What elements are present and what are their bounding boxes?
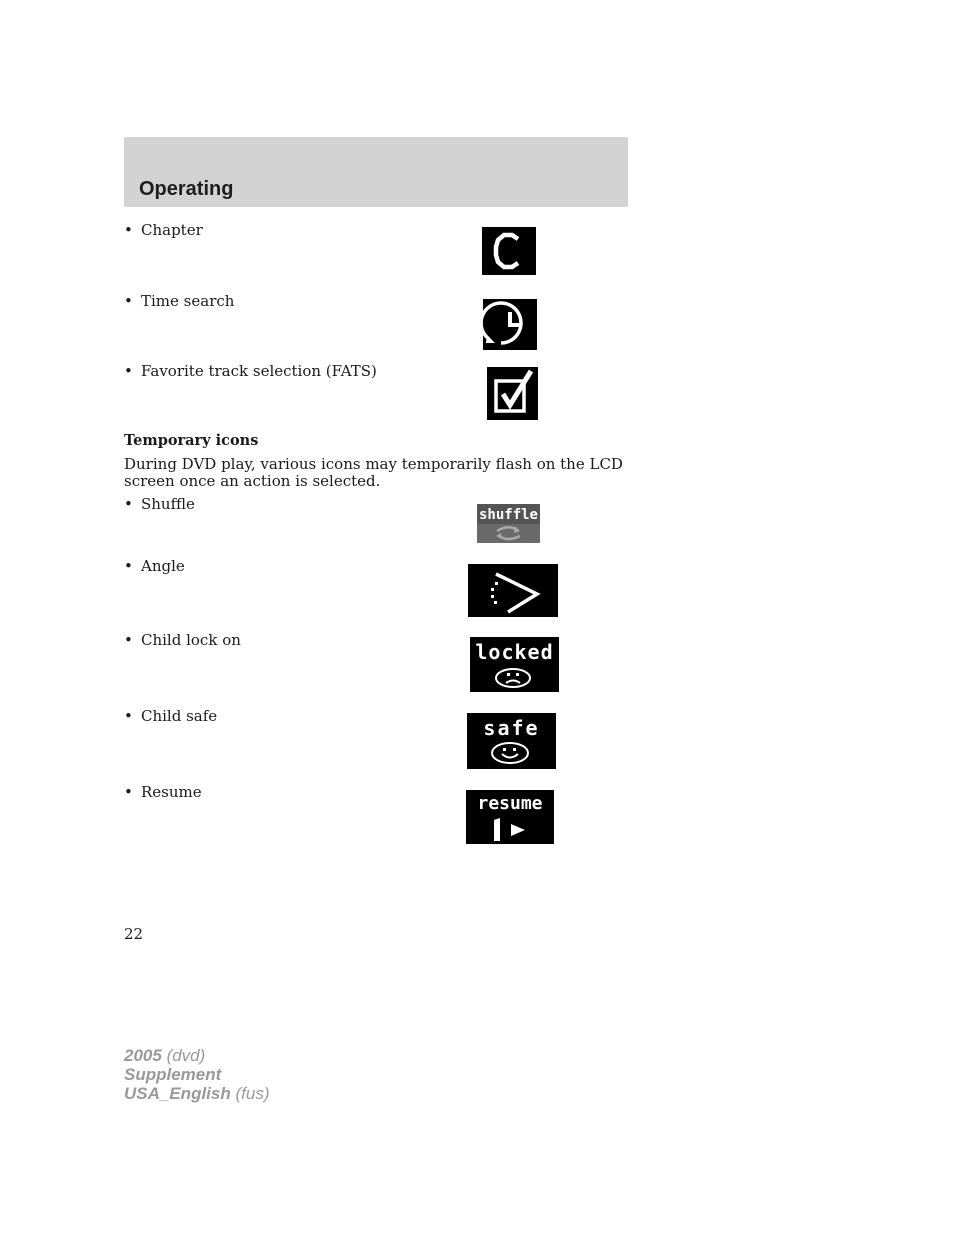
locked-icon	[470, 637, 559, 692]
bullet-label: Time search	[141, 292, 235, 310]
shuffle-display-text: shuffle	[478, 507, 539, 523]
bullet-shuffle	[124, 495, 195, 513]
resume-display-text: resume	[477, 793, 543, 814]
shuffle-icon	[477, 504, 540, 543]
bullet-dot: •	[124, 292, 133, 310]
footer-line-2	[124, 1065, 269, 1084]
locked-display-text: locked	[475, 640, 554, 664]
bullet-label: Favorite track selection (FATS)	[141, 362, 377, 380]
footer-year: 2005	[124, 1046, 162, 1065]
safe-display-text: safe	[483, 716, 540, 740]
bullet-label: Angle	[141, 557, 185, 575]
bullet-dot: •	[124, 631, 133, 649]
footer-line-3	[124, 1084, 269, 1103]
bullet-label: Shuffle	[141, 495, 195, 513]
bullet-dot: •	[124, 495, 133, 513]
footer-line-1	[124, 1046, 269, 1065]
safe-icon	[467, 713, 556, 769]
document-footer	[124, 1046, 269, 1103]
bullet-chapter	[124, 221, 203, 239]
footer-market: (fus)	[235, 1084, 270, 1103]
clock-icon	[483, 299, 537, 350]
bullet-child-safe	[124, 707, 217, 725]
bullet-child-lock	[124, 631, 241, 649]
footer-locale: USA_English	[124, 1084, 231, 1103]
chapter-icon	[482, 227, 536, 275]
bullet-dot: •	[124, 362, 133, 380]
bullet-label: Child lock on	[141, 631, 241, 649]
section-title: Operating	[139, 178, 234, 200]
bullet-fats	[124, 362, 377, 380]
angle-icon	[468, 564, 558, 617]
resume-icon	[466, 790, 554, 844]
bullet-time-search	[124, 292, 234, 310]
bullet-angle	[124, 557, 185, 575]
bullet-label: Resume	[141, 783, 202, 801]
bullet-dot: •	[124, 707, 133, 725]
section-header	[124, 137, 628, 207]
bullet-dot: •	[124, 783, 133, 801]
bullet-resume	[124, 783, 202, 801]
temporary-icons-description: During DVD play, various icons may temporarily flash on the LCD screen once an action is selected.	[124, 455, 623, 490]
footer-variant: (dvd)	[166, 1046, 206, 1065]
page-number: 22	[124, 925, 144, 943]
bullet-label: Chapter	[141, 221, 203, 239]
bullet-dot: •	[124, 557, 133, 575]
footer-supplement: Supplement	[124, 1065, 222, 1084]
bullet-dot: •	[124, 221, 133, 239]
bullet-label: Child safe	[141, 707, 218, 725]
checkmark-icon	[487, 367, 538, 420]
temporary-icons-heading: Temporary icons	[124, 432, 259, 449]
